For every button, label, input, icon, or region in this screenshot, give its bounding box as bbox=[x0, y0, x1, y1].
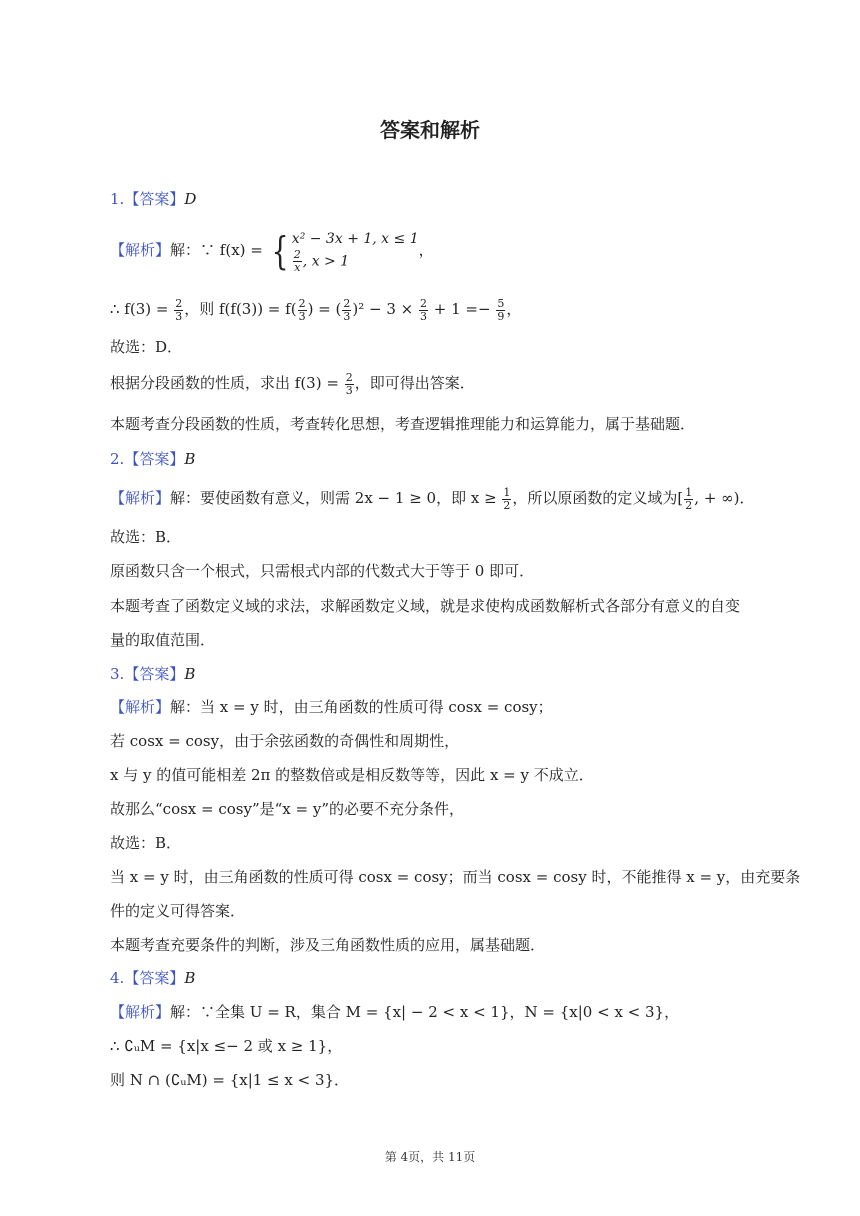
q3-analysis-line-6: 当 x = y 时，由三角函数的性质可得 cosx = cosy；而当 cosx = cosy 时，不能推得 x = y，由充要条 bbox=[110, 868, 801, 886]
q4-number: 4. bbox=[110, 969, 125, 987]
q4-analysis-line-1 bbox=[110, 1001, 760, 1023]
q2-number: 2. bbox=[110, 450, 125, 468]
q2-answer-value: B bbox=[184, 450, 196, 468]
q2-l1-f2-num: 1 bbox=[685, 485, 693, 499]
q2-analysis-line-4: 本题考查了函数定义域的求法，求解函数定义域，就是求使构成函数解析式各部分有意义的自变 bbox=[110, 597, 741, 615]
q3-answer-tag: 【答案】 bbox=[124, 665, 185, 683]
q1-analysis-line-5: 本题考查分段函数的性质，考查转化思想，考查逻辑推理能力和运算能力，属于基础题． bbox=[110, 415, 696, 433]
q1-analysis-line-2 bbox=[110, 296, 760, 322]
q4-answer-heading bbox=[110, 967, 760, 989]
q1-analysis-line-4 bbox=[110, 370, 760, 396]
q3-answer-value: B bbox=[184, 665, 196, 683]
q1-l4-a: 根据分段函数的性质，求出 f(3) = bbox=[110, 374, 344, 392]
q3-analysis-line-5: 故选：B． bbox=[110, 834, 182, 852]
q2-analysis-tag: 【解析】 bbox=[110, 489, 171, 507]
q1-l2-e: + 1 =− bbox=[429, 300, 496, 318]
q1-l2-f3-num: 2 bbox=[343, 296, 351, 310]
q1-l2-b: ，则 f(f(3)) = f( bbox=[184, 300, 297, 318]
q3-analysis-line-8: 本题考查充要条件的判断，涉及三角函数性质的应用，属基础题． bbox=[110, 936, 546, 954]
q3-analysis-line-4: 故那么“cosx = cosy”是“x = y”的必要不充分条件， bbox=[110, 800, 465, 818]
q1-l2-a: ∴ f(3) = bbox=[110, 300, 174, 318]
q2-analysis-line-2: 故选：B． bbox=[110, 528, 182, 546]
q1-l2-f3-den: 3 bbox=[343, 309, 351, 323]
q1-case2-num: 2 bbox=[293, 247, 301, 261]
q3-analysis-line-1 bbox=[110, 696, 760, 718]
q2-l1-b: ，所以原函数的定义域为[ bbox=[512, 489, 684, 507]
q1-l4-f-den: 3 bbox=[345, 383, 353, 397]
q1-answer-tag: 【答案】 bbox=[124, 190, 185, 208]
q3-number: 3. bbox=[110, 665, 125, 683]
q1-case-2-rest: , x > 1 bbox=[302, 253, 350, 270]
q1-answer-heading bbox=[110, 188, 760, 210]
q3-l1: 解：当 x = y 时，由三角函数的性质可得 cosx = cosy； bbox=[170, 698, 553, 716]
q1-case2-den: x bbox=[294, 260, 301, 274]
q2-answer-heading bbox=[110, 448, 760, 470]
q4-answer-value: B bbox=[184, 969, 196, 987]
q4-answer-tag: 【答案】 bbox=[124, 969, 185, 987]
q1-piecewise: { x² − 3x + 1, x ≤ 1 $\frac{2}{x}$ , x > 1 bbox=[271, 229, 419, 274]
q2-l1-f-num: 1 bbox=[503, 485, 511, 499]
q3-analysis-line-7: 件的定义可得答案． bbox=[110, 902, 246, 920]
q1-l1-suffix: ， bbox=[418, 241, 434, 259]
q2-l1-a: 解：要使函数有意义，则需 2x − 1 ≥ 0，即 x ≥ bbox=[170, 489, 502, 507]
q1-l2-f5-den: 9 bbox=[497, 309, 505, 323]
q1-number: 1. bbox=[110, 190, 125, 208]
q4-analysis-line-2: ∴ ∁ᵤM = {x|x ≤− 2 或 x ≥ 1}， bbox=[110, 1037, 343, 1055]
q4-analysis-line-3: 则 N ∩ (∁ᵤM) = {x|1 ≤ x < 3}． bbox=[110, 1071, 350, 1089]
q4-analysis-tag: 【解析】 bbox=[110, 1003, 171, 1021]
q1-l2-c: ) = ( bbox=[307, 300, 342, 318]
q2-l1-c: , + ∞)． bbox=[694, 489, 755, 507]
q1-l4-f-num: 2 bbox=[345, 370, 353, 384]
q1-l2-f2-den: 3 bbox=[298, 309, 306, 323]
q1-case-1: x² − 3x + 1, x ≤ 1 bbox=[291, 230, 419, 247]
q3-analysis-tag: 【解析】 bbox=[110, 698, 171, 716]
q1-l4-b: ，即可得出答案． bbox=[354, 374, 475, 392]
q1-l2-f5-num: 5 bbox=[497, 296, 505, 310]
q1-l2-f1-den: 3 bbox=[175, 309, 183, 323]
q2-analysis-line-5: 量的取值范围． bbox=[110, 631, 216, 649]
q1-l2-f: ， bbox=[506, 300, 522, 318]
q1-l1-prefix: 解：∵ f(x) = bbox=[170, 241, 268, 259]
q2-analysis-line-3: 原函数只含一个根式，只需根式内部的代数式大于等于 0 即可． bbox=[110, 562, 535, 580]
q3-analysis-line-2: 若 cosx = cosy，由于余弦函数的奇偶性和周期性， bbox=[110, 732, 460, 750]
q1-answer-value: D bbox=[184, 190, 197, 208]
q2-l1-f2-den: 2 bbox=[685, 498, 693, 512]
q1-l2-f4-den: 3 bbox=[420, 309, 427, 323]
q1-analysis-line-3: 故选：D． bbox=[110, 338, 183, 356]
q2-answer-tag: 【答案】 bbox=[124, 450, 185, 468]
q2-l1-f-den: 2 bbox=[503, 498, 511, 512]
page-footer: 第 4页，共 11页 bbox=[384, 1150, 476, 1164]
q1-analysis-line-1 bbox=[110, 228, 760, 272]
q1-l2-f2-num: 2 bbox=[298, 296, 306, 310]
q4-l1: 解：∵全集 U = R，集合 M = {x| − 2 < x < 1}，N = {x|0 < x < 3}， bbox=[170, 1003, 680, 1021]
q1-l2-f1-num: 2 bbox=[175, 296, 183, 310]
q3-answer-heading bbox=[110, 663, 760, 685]
q2-analysis-line-1 bbox=[110, 484, 760, 512]
q1-analysis-tag: 【解析】 bbox=[110, 241, 171, 259]
q3-analysis-line-3: x 与 y 的值可能相差 2π 的整数倍或是相反数等等，因此 x = y 不成立． bbox=[110, 766, 594, 784]
q1-l2-d: )² − 3 × bbox=[352, 300, 418, 318]
q1-l2-f4-num: 2 bbox=[420, 296, 427, 310]
page-title: 答案和解析 bbox=[380, 118, 480, 142]
